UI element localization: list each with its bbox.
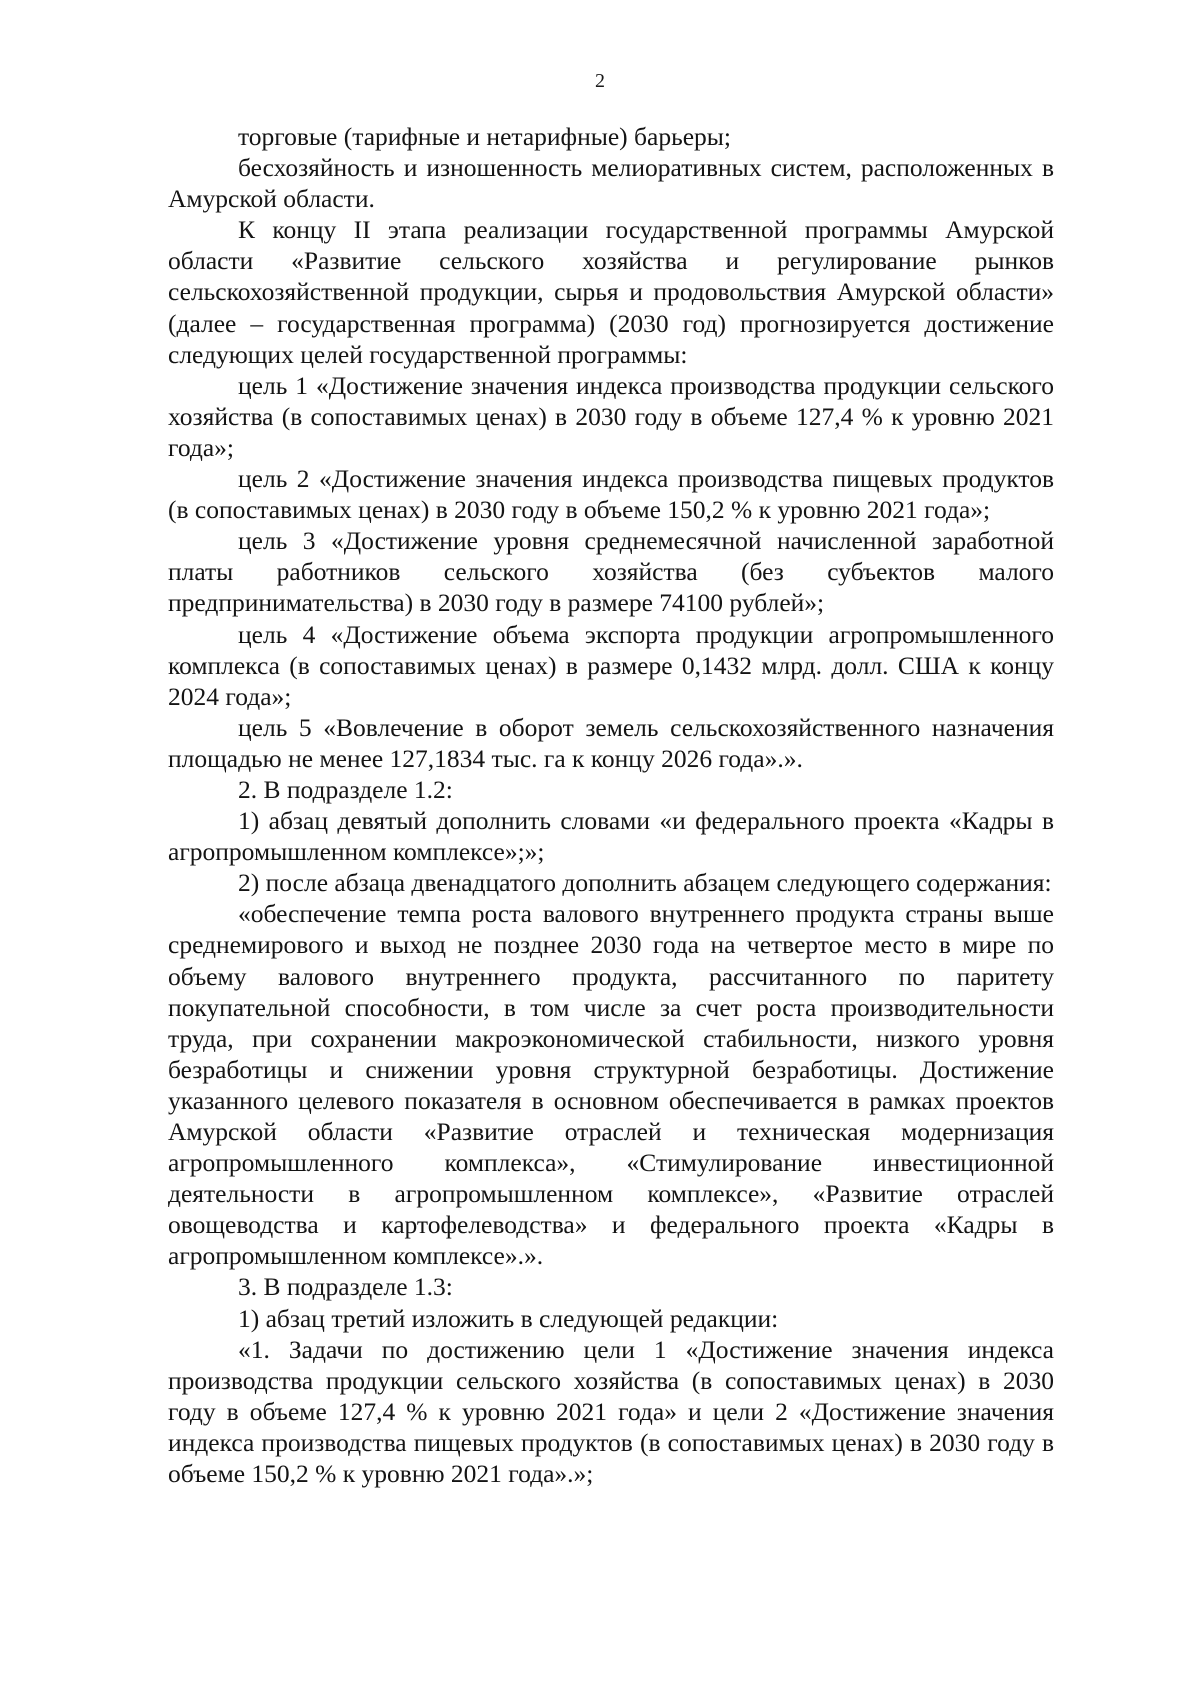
paragraph-goal-5: цель 5 «Вовлечение в оборот земель сельскохозяйственного назначения площадью не менее 127,1834 тыс. га к концу 2026 года».».: [168, 712, 1054, 773]
paragraph-item-2-twelfth: 2) после абзаца двенадцатого дополнить абзацем следующего содержания:: [238, 868, 1052, 898]
paragraph-subsection-1-2: 2. В подразделе 1.2:: [238, 774, 453, 804]
page-number: 2: [595, 70, 605, 92]
paragraph-goal-2: цель 2 «Достижение значения индекса производства пищевых продуктов (в сопоставимых ценах) в 2030 году в объеме 150,2 % к уровню 2021 года»;: [168, 464, 1054, 525]
paragraph-item-1-ninth: 1) абзац девятый дополнить словами «и федерального проекта «Кадры в агропромышленном комплексе»;»;: [168, 806, 1054, 867]
paragraph-trade-barriers: торговые (тарифные и нетарифные) барьеры;: [238, 122, 732, 151]
document-body: [168, 121, 1054, 1489]
paragraph-subsection-1-3: 3. В подразделе 1.3:: [238, 1272, 453, 1302]
paragraph-item-1-third: 1) абзац третий изложить в следующей редакции:: [238, 1303, 779, 1333]
paragraph-tasks-goals: «1. Задачи по достижению цели 1 «Достижение значения индекса производства продукции сельского хозяйства (в сопоставимых ценах) в 2030 году в объеме 127,4 % к уровню 2021 года» и цели 2 «Достижение значения индекса производства пищевых продуктов (в сопоставимых ценах) в 2030 году в объеме 150,2 % к уровню 2021 года».»;: [168, 1334, 1054, 1489]
paragraph-gdp-growth: «обеспечение темпа роста валового внутреннего продукта страны выше среднемирового и выход не позднее 2030 года на четвертое место в мире по объему валового внутреннего продукта, рассчитанного по паритету покупательной способности, в том числе за счет роста производительности труда, при сохранении макроэкономической стабильности, низкого уровня безработицы и снижении уровня структурной безработицы. Достижение указанного целевого показателя в основном обеспечивается в рамках проектов Амурской области «Развитие отраслей и техническая модернизация агропромышленного комплекса», «Стимулирование инвестиционной деятельности в агропромышленном комплексе», «Развитие отраслей овощеводства и картофелеводства» и федерального проекта «Кадры в агропромышленном комплексе».».: [168, 899, 1054, 1271]
paragraph-goal-4: цель 4 «Достижение объема экспорта продукции агропромышленного комплекса (в сопоставимых ценах) в размере 0,1432 млрд. долл. США к концу 2024 года»;: [168, 619, 1054, 711]
paragraph-melioration: бесхозяйность и изношенность мелиоративных систем, расположенных в Амурской области.: [168, 153, 1054, 214]
paragraph-program-stage: К концу II этапа реализации государственной программы Амурской области «Развитие сельского хозяйства и регулирование рынков сельскохозяйственной продукции, сырья и продовольствия Амурской области» (далее – государственная программа) (2030 год) прогнозируется достижение следующих целей государственной программы:: [168, 215, 1054, 369]
paragraph-goal-3: цель 3 «Достижение уровня среднемесячной начисленной заработной платы работников сельского хозяйства (без субъектов малого предпринимательства) в 2030 году в размере 74100 рублей»;: [168, 526, 1054, 618]
paragraph-goal-1: цель 1 «Достижение значения индекса производства продукции сельского хозяйства (в сопоставимых ценах) в 2030 году в объеме 127,4 % к уровню 2021 года»;: [168, 370, 1054, 462]
